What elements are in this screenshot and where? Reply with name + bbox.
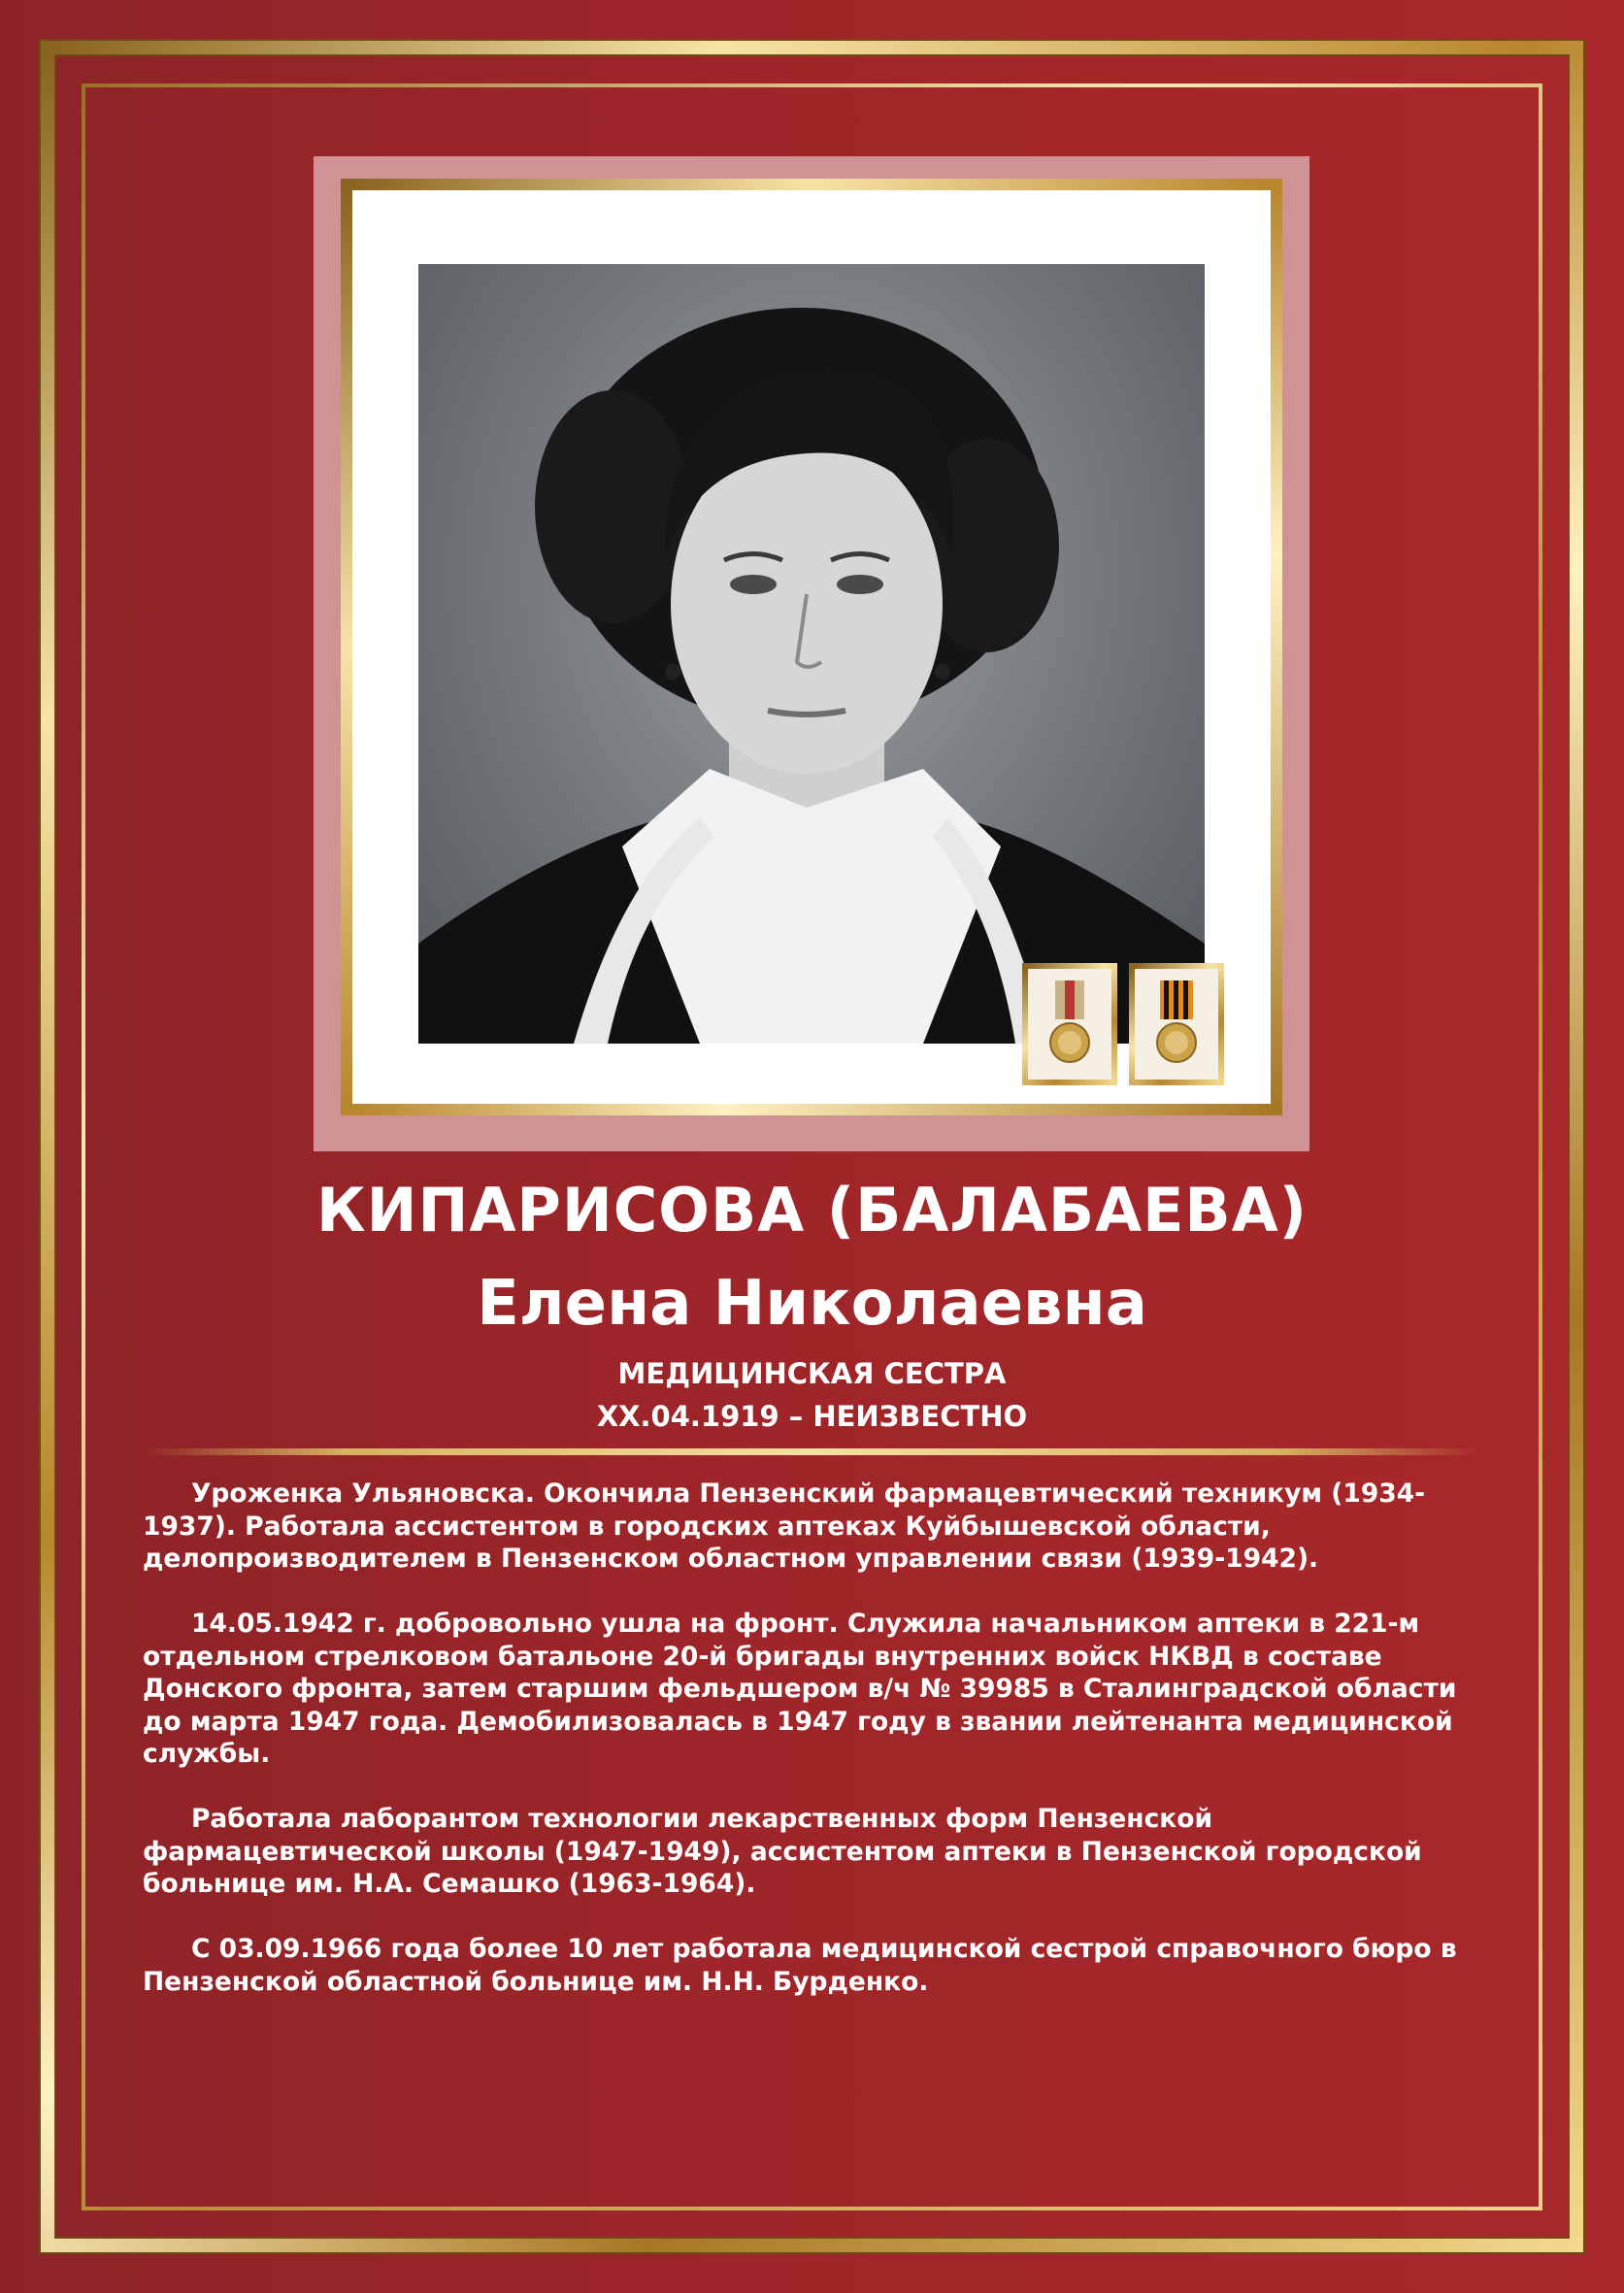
person-role: МЕДИЦИНСКАЯ СЕСТРА [617, 1357, 1007, 1390]
person-given-name: Елена Николаевна [477, 1268, 1147, 1340]
medal-frame-victory [1129, 963, 1224, 1085]
bio-paragraph: С 03.09.1966 года более 10 лет работала медицинской сестрой справочного бюро в Пензенской областной больнице им. Н.Н. Бурденко. [143, 1934, 1457, 1997]
bio-paragraph: Уроженка Ульяновска. Окончила Пензенский фармацевтический техникум (1934-1937). Работала ассистентом в городских аптеках Куйбышевской области, делопроизводителем в Пензенском областном управлении связи (1939-1942). [143, 1479, 1426, 1574]
portrait-photo [418, 264, 1205, 1044]
medal-frame-stalingrad [1022, 963, 1117, 1085]
person-dates: ХХ.04.1919 – НЕИЗВЕСТНО [596, 1400, 1028, 1433]
medal-defense-of-stalingrad-icon [1028, 969, 1111, 1080]
medal-victory-over-germany-icon [1135, 969, 1218, 1080]
person-surname: КИПАРИСОВА (БАЛАБАЕВА) [315, 1175, 1309, 1246]
gold-divider [146, 1448, 1478, 1455]
biography [143, 1478, 1502, 2031]
bio-paragraph: Работала лаборантом технологии лекарственных форм Пензенской фармацевтической школы (1947-1949), ассистентом аптеки в Пензенской городской больнице им. Н.А. Семашко (1963-1964). [143, 1804, 1422, 1899]
bio-paragraph: 14.05.1942 г. добровольно ушла на фронт. Служила начальником аптеки в 221-м отдельном стрелковом батальоне 20-й бригады внутренних войск НКВД в составе Донского фронта, затем старшим фельдшером в/ч № 39985 в Сталинградской области до марта 1947 года. Демобилизовалась в 1947 году в звании лейтенанта медицинской службы. [143, 1609, 1457, 1769]
portrait-illustration [418, 264, 1205, 1044]
